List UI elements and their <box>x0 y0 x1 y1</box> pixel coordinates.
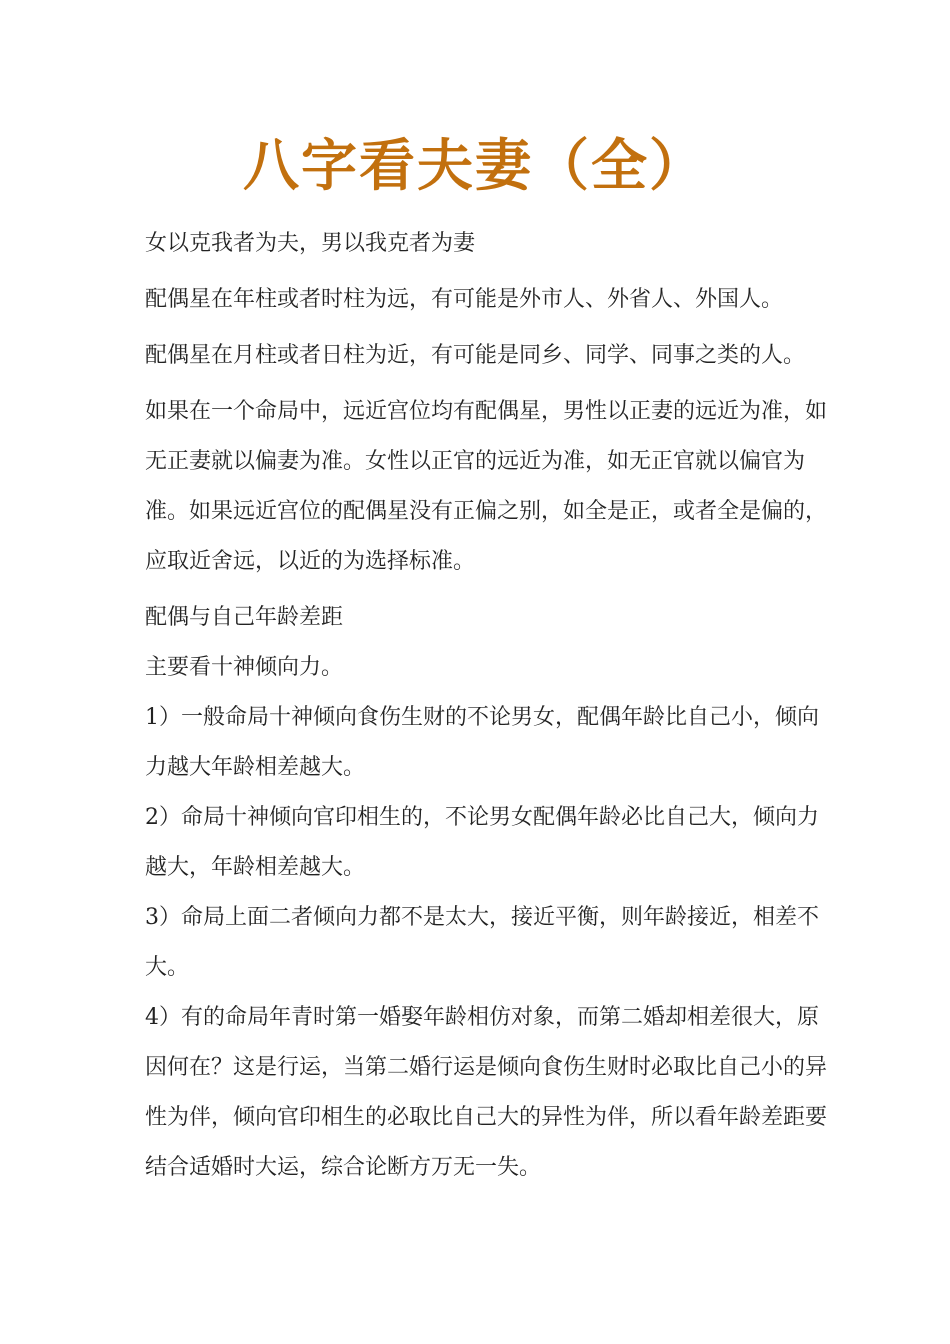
paragraph-spouse-definition: 女以克我者为夫，男以我克者为妻 <box>145 231 476 256</box>
section-heading-age-gap: 配偶与自己年龄差距 <box>145 605 344 630</box>
paragraph-near-pillars: 配偶星在月柱或者日柱为近，有可能是同乡、同学、同事之类的人。 <box>145 343 806 368</box>
paragraph-far-pillars: 配偶星在年柱或者时柱为远，有可能是外市人、外省人、外国人。 <box>145 287 784 312</box>
list-item-4: 4）有的命局年青时第一婚娶年龄相仿对象，而第二婚却相差很大，原因何在？这是行运，当第二婚行运是倾向食伤生财时必取比自己小的异性为伴，倾向官印相生的必取比自己大的异性为伴，所以看年龄差距要结合适婚时大运，综合论断方万无一失。 <box>145 1005 828 1180</box>
paragraph-ten-gods-tendency: 主要看十神倾向力。 <box>145 655 344 680</box>
paragraph-selection-rule: 如果在一个命局中，远近宫位均有配偶星，男性以正妻的远近为准，如无正妻就以偏妻为准。女性以正官的远近为准，如无正官就以偏官为准。如果远近宫位的配偶星没有正偏之别，如全是正，或者全是偏的，应取近舍远，以近的为选择标准。 <box>145 399 828 574</box>
list-item-2: 2）命局十神倾向官印相生的，不论男女配偶年龄必比自己大，倾向力越大，年龄相差越大。 <box>145 805 819 880</box>
document-title: 八字看夫妻（全） <box>243 134 707 199</box>
list-item-3: 3）命局上面二者倾向力都不是太大，接近平衡，则年龄接近，相差不大。 <box>145 905 819 980</box>
document-body <box>145 219 835 1193</box>
list-item-1: 1）一般命局十神倾向食伤生财的不论男女，配偶年龄比自己小，倾向力越大年龄相差越大。 <box>145 705 819 780</box>
